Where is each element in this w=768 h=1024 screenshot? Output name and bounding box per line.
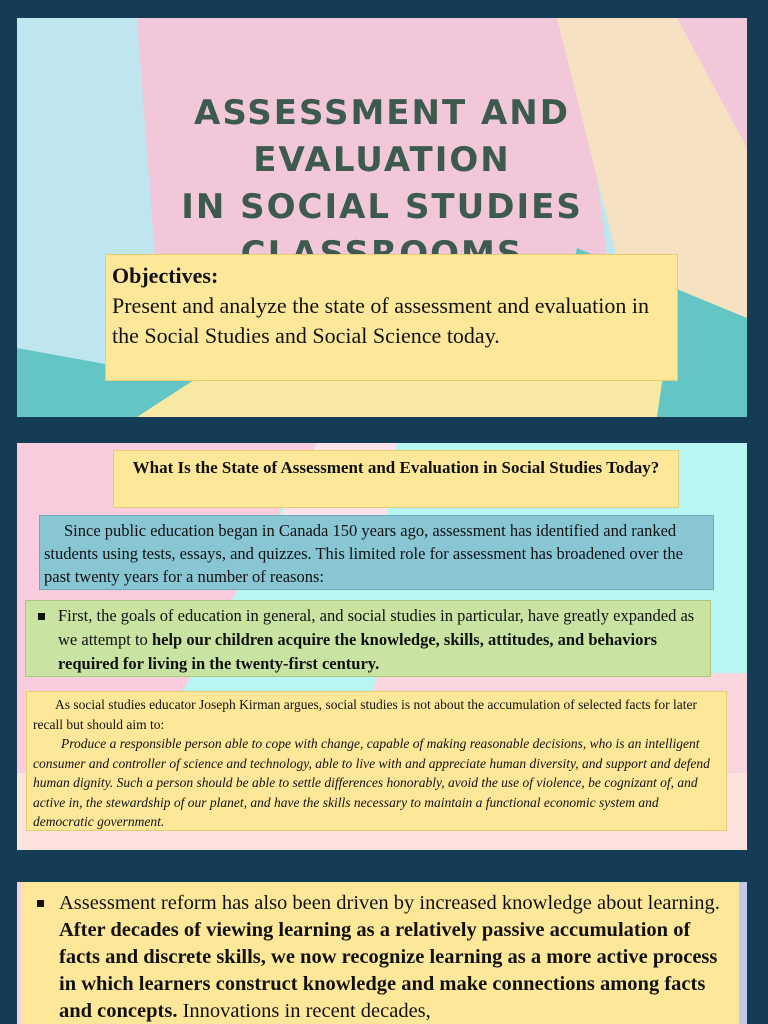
reform-text-end: Innovations in recent decades, — [177, 1000, 431, 1022]
goals-text: First, the goals of education in general, and social studies in particular, have greatly expanded as we attempt to — [58, 606, 695, 649]
title-line: IN SOCIAL STUDIES — [181, 187, 583, 227]
title-line: ASSESSMENT AND — [194, 93, 570, 133]
intro-box — [39, 515, 714, 590]
bullet-icon — [38, 613, 45, 620]
objectives-heading: Objectives: — [112, 263, 219, 288]
kirman-intro: As social studies educator Joseph Kirman argues, social studies is not about the accumulation of selected facts for later recall but should aim to: — [33, 697, 697, 732]
kirman-quote-box — [26, 691, 727, 831]
objectives-box — [105, 254, 678, 381]
objectives-text: Present and analyze the state of assessment and evaluation in the Social Studies and Social Science today. — [112, 293, 649, 348]
question-heading-box — [113, 450, 679, 508]
intro-text: Since public education began in Canada 150 years ago, assessment has identified and ranked students using tests, essays, and quizzes. This limited role for assessment has broadened over the past twenty years for a number of reasons: — [44, 521, 683, 586]
kirman-quote: Produce a responsible person able to cope with change, capable of making reasonable decisions, who is an intelligent consumer and controller of science and technology, able to live with and appreciate human diversity, and support and defend human dignity. Such a person should be able to settle differences honorably, avoid the use of violence, be cognizant of, and active in, the stewardship of our planet, and have the skills necessary to maintain a functional economic system and democratic government. — [33, 736, 710, 829]
title-line: EVALUATION — [253, 140, 511, 180]
goals-box — [25, 600, 711, 677]
bullet-icon — [37, 900, 44, 907]
reform-emphasis: After decades of viewing learning as a relatively passive accumulation of facts and discrete skills, we now recognize learning as a more active process in which learners construct knowledge and make connections among facts and concepts. — [59, 919, 718, 1022]
reform-box — [21, 882, 739, 1024]
goals-emphasis: help our children acquire the knowledge, skills, attitudes, and behaviors required for living in the twenty-first century. — [58, 630, 658, 673]
assessment-reform-slide — [17, 882, 747, 1024]
slide-title — [17, 90, 747, 278]
title-slide — [17, 18, 747, 417]
reform-text: Assessment reform has also been driven by increased knowledge about learning. — [59, 892, 720, 914]
question-heading: What Is the State of Assessment and Evaluation in Social Studies Today? — [132, 458, 660, 477]
state-of-assessment-slide — [17, 443, 747, 850]
